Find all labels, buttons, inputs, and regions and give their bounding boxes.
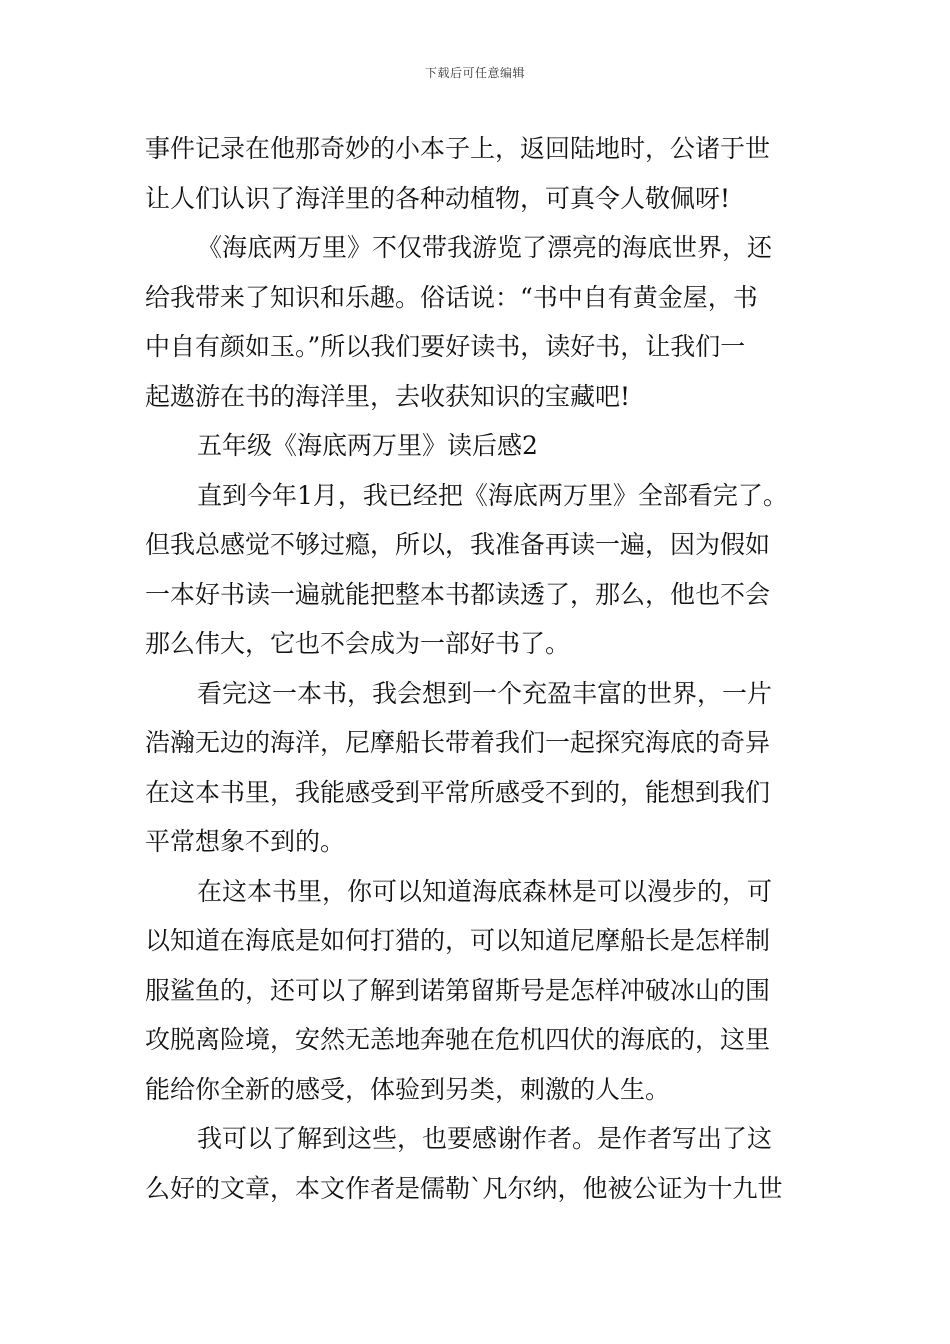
text-line: 在这本书里，我能感受到平常所感受不到的，能想到我们 [145,777,771,807]
text-line: 看完这一本书，我会想到一个充盈丰富的世界，一片 [197,678,773,708]
text-line: 浩瀚无边的海洋，尼摩船长带着我们一起探究海底的奇异 [145,728,771,757]
text-line: 平常想象不到的。 [145,827,346,856]
page-header: 下载后可任意编辑 [424,66,525,80]
text-line: 能给你全新的感受，体验到另类，刺激的人生。 [145,1074,671,1104]
document-body [145,124,815,1213]
text-line: 中自有颜如玉。”所以我们要好读书，读好书，让我们一 [145,332,746,361]
text-line: 以知道在海底是如何打猎的，可以知道尼摩船长是怎样制 [145,926,771,955]
text-line: 么好的文章，本文作者是儒勒`凡尔纳，他被公证为十九世 [145,1173,783,1203]
text-line: 一本好书读一遍就能把整本书都读透了，那么，他也不会 [145,579,771,609]
text-line: 给我带来了知识和乐趣。俗话说：“书中自有黄金屋，书 [145,282,758,312]
text-line: 在这本书里，你可以知道海底森林是可以漫步的，可 [197,876,773,906]
text-line: 服鲨鱼的，还可以了解到诺第留斯号是怎样冲破冰山的围 [145,975,771,1005]
text-line: 起遨游在书的海洋里，去收获知识的宝藏吧! [145,381,631,411]
text-line: 五年级《海底两万里》读后感2 [197,431,538,460]
text-line: 攻脱离险境，安然无恙地奔驰在危机四伏的海底的，这里 [145,1025,771,1054]
text-line: 但我总感觉不够过瘾，所以，我准备再读一遍，因为假如 [145,530,771,559]
text-line: 直到今年1月，我已经把《海底两万里》全部看完了。 [197,480,788,510]
text-line: 那么伟大，它也不会成为一部好书了。 [145,629,571,658]
text-line: 我可以了解到这些，也要感谢作者。是作者写出了这 [197,1124,773,1153]
text-line: 事件记录在他那奇妙的小本子上，返回陆地时，公诸于世 [145,134,771,163]
text-line: 让人们认识了海洋里的各种动植物，可真令人敬佩呀! [145,183,731,213]
text-line: 《海底两万里》不仅带我游览了漂亮的海底世界，还 [197,233,773,262]
